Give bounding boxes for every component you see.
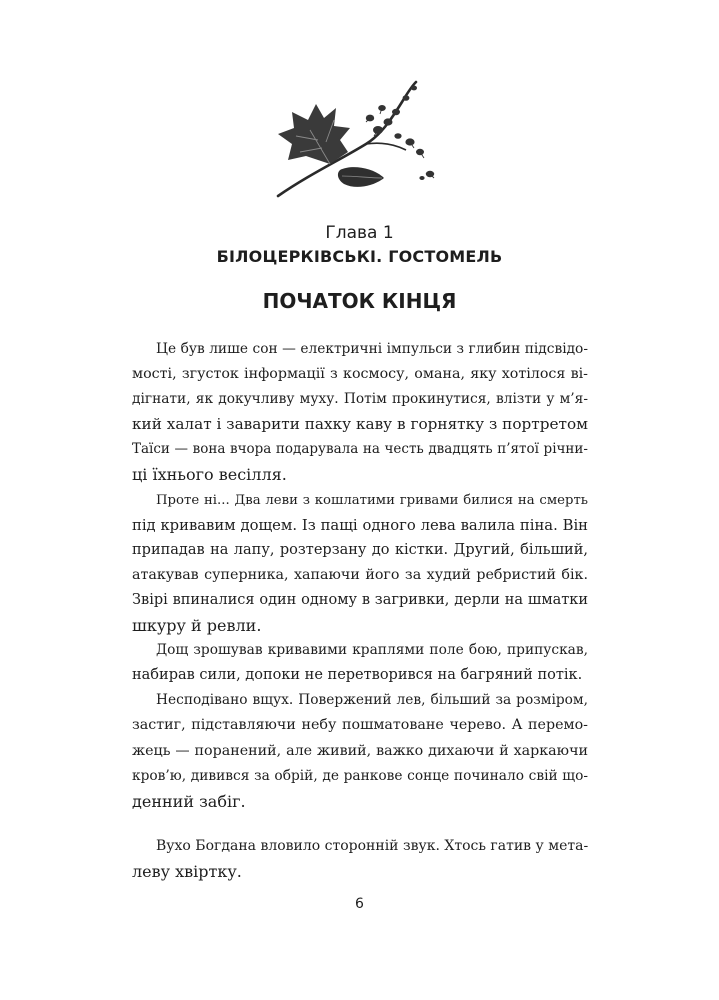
text-line: припадав на лапу, розтерзану до кістки. Другий, більший, xyxy=(132,541,588,558)
text-line: кий халат і заварити пахку каву в горнятку з портретом xyxy=(132,415,588,434)
text-line: ці їхнього весілля. xyxy=(132,465,287,485)
text-line: Це був лише сон — електричні імпульси з глибин підсвідо- xyxy=(156,341,588,357)
text-line: денний забіг. xyxy=(132,791,246,811)
text-line: атакував суперника, хапаючи його за худий ребристий бік. xyxy=(132,566,588,583)
botanical-branch-illustration xyxy=(270,78,445,200)
paragraph xyxy=(132,638,588,688)
text-line: набирав сили, допоки не перетворився на багряний потік. xyxy=(132,667,583,684)
text-line: мості, згусток інформації з космосу, омана, яку хотілося ві- xyxy=(132,366,588,383)
text-line: застиг, підставляючи небу пошматоване черево. А перемо- xyxy=(132,717,588,734)
text-line: під кривавим дощем. Із пащі одного лева валила піна. Він xyxy=(132,516,588,534)
text-line: шкуру й ревли. xyxy=(132,616,262,636)
chapter-number: Глава 1 xyxy=(325,223,394,243)
text-line: дігнати, як докучливу муху. Потім прокинутися, влізти у м’я- xyxy=(132,391,588,408)
paragraph-gap xyxy=(132,814,588,834)
section-title: ПОЧАТОК КІНЦЯ xyxy=(262,289,457,313)
chapter-subtitle: БІЛОЦЕРКІВСЬКІ. ГОСТОМЕЛЬ xyxy=(216,247,503,266)
text-line: Проте ні... Два леви з кошлатими гривами билися на смерть xyxy=(156,492,588,508)
text-line: Таїси — вона вчора подарувала на честь двадцять п’ятої річни- xyxy=(132,441,588,458)
text-line: Вухо Богдана вловило сторонній звук. Хтось гатив у мета- xyxy=(156,837,588,854)
text-line: леву хвіртку. xyxy=(132,861,242,881)
text-line: жець — поранений, але живий, важко дихаючи й харкаючи xyxy=(132,742,588,759)
text-line: Дощ зрошував кривавими краплями поле бою, припускав, xyxy=(156,642,588,659)
paragraph xyxy=(132,488,588,639)
paragraph xyxy=(132,834,588,884)
text-line: Несподівано вщух. Повержений лев, більший за розміром, xyxy=(156,692,588,709)
text-line: Звірі впиналися один одному в загривки, дерли на шматки xyxy=(132,591,588,608)
paragraph xyxy=(132,337,588,488)
body-text xyxy=(132,337,588,884)
page-number: 6 xyxy=(355,896,364,912)
text-line: кров’ю, дивився за обрій, де ранкове сонце починало свій що- xyxy=(132,767,588,784)
paragraph xyxy=(132,688,588,813)
